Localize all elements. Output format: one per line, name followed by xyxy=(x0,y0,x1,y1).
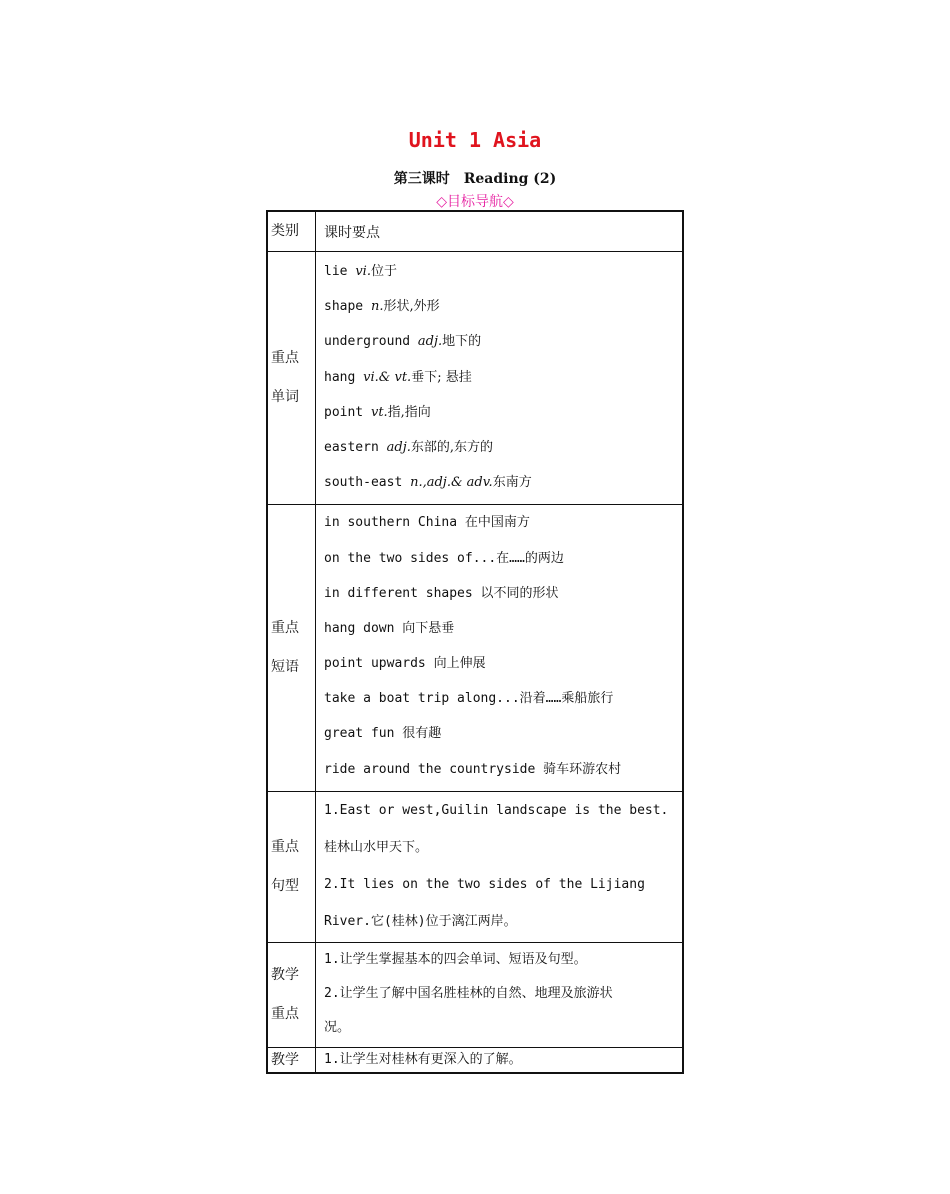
table-header-row xyxy=(267,211,683,252)
header-content-cell: 课时要点 xyxy=(316,211,684,252)
last-row xyxy=(267,1047,683,1073)
vocab-item xyxy=(324,360,678,395)
sentences-category-cell xyxy=(267,791,316,942)
vocab-part-of-speech: n.,adj.& adv. xyxy=(410,475,493,491)
focus-item: 1.让学生掌握基本的四会单词、短语及句型。 xyxy=(324,951,587,967)
vocab-list xyxy=(324,252,678,504)
vocab-meaning: 垂下; 悬挂 xyxy=(411,369,472,385)
vocab-part-of-speech: n. xyxy=(370,299,384,315)
focus-item: 2.让学生了解中国名胜桂林的自然、地理及旅游状 xyxy=(324,985,613,1001)
sentence-line: 2.It lies on the two sides of the Lijiang xyxy=(324,876,645,892)
phrase-item: take a boat trip along...沿着……乘船旅行 xyxy=(324,691,614,707)
vocab-item xyxy=(324,289,678,324)
phrases-category-line-1: 重点 xyxy=(271,620,299,637)
vocab-part-of-speech: adj. xyxy=(386,439,411,455)
sentences-category-line-1: 重点 xyxy=(271,838,299,855)
vocab-item xyxy=(324,324,678,359)
header-category-cell: 类别 xyxy=(267,211,316,252)
vocab-item xyxy=(324,395,678,430)
vocab-meaning: 东南方 xyxy=(492,475,532,491)
vocab-category-cell xyxy=(267,252,316,505)
vocab-item xyxy=(324,430,678,465)
vocab-word: south-east xyxy=(324,475,411,491)
vocab-part-of-speech: vt. xyxy=(370,404,388,420)
document-title: Unit 1 Asia xyxy=(408,128,542,152)
sentences-category-line-2: 句型 xyxy=(271,877,299,894)
phrases-category-cell xyxy=(267,505,316,792)
vocab-word: shape xyxy=(324,299,371,315)
sentences-row xyxy=(267,791,683,942)
phrases-row xyxy=(267,505,683,792)
sentences-content-cell xyxy=(316,791,684,942)
phrases-content-cell xyxy=(316,505,684,792)
vocab-word: hang xyxy=(324,369,364,385)
sentence-list xyxy=(324,792,678,942)
vocab-category-line-2: 单词 xyxy=(271,389,299,406)
focus-row xyxy=(267,942,683,1047)
last-list xyxy=(324,1048,678,1072)
lesson-topic: Reading (2) xyxy=(463,171,557,187)
objective-item: 1.让学生对桂林有更深入的了解。 xyxy=(324,1051,522,1067)
phrases-category-line-2: 短语 xyxy=(271,659,299,676)
phrase-list xyxy=(324,505,678,791)
last-content-cell xyxy=(316,1047,684,1073)
vocab-item xyxy=(324,254,678,289)
phrase-item: great fun 很有趣 xyxy=(324,726,442,742)
vocab-part-of-speech: vi. xyxy=(355,264,371,279)
vocab-meaning: 位于 xyxy=(370,264,397,279)
sentence-line: 1.East or west,Guilin landscape is the best. xyxy=(324,802,669,818)
vocab-word: eastern xyxy=(324,439,387,455)
focus-content-cell xyxy=(316,942,684,1047)
vocab-meaning: 形状,外形 xyxy=(383,299,440,315)
lesson-subtitle xyxy=(0,168,950,188)
phrase-item: in southern China 在中国南方 xyxy=(324,515,530,531)
vocab-meaning: 东部的,东方的 xyxy=(410,439,494,455)
sentence-line: 桂林山水甲天下。 xyxy=(324,839,429,855)
vocab-word: lie xyxy=(324,264,356,279)
focus-category-line-1: 教学 xyxy=(271,966,299,983)
vocab-content-cell xyxy=(316,252,684,505)
vocab-item xyxy=(324,465,678,500)
phrase-item: point upwards 向上伸展 xyxy=(324,656,486,672)
goal-navigation-label: ◇目标导航◇ xyxy=(436,194,514,210)
sentence-line: River.它(桂林)位于漓江两岸。 xyxy=(324,913,517,929)
focus-category-line-2: 重点 xyxy=(271,1005,299,1022)
vocab-word: underground xyxy=(324,334,418,350)
last-category-cell: 教学 xyxy=(267,1047,316,1073)
phrase-item: ride around the countryside 骑车环游农村 xyxy=(324,761,622,777)
focus-item: 况。 xyxy=(324,1019,351,1035)
vocab-row xyxy=(267,252,683,505)
phrase-item: on the two sides of...在……的两边 xyxy=(324,550,564,566)
vocab-part-of-speech: vi.& vt. xyxy=(363,369,412,385)
lesson-number: 第三课时 xyxy=(393,171,450,187)
phrase-item: in different shapes 以不同的形状 xyxy=(324,585,559,601)
vocab-category-line-1: 重点 xyxy=(271,350,299,367)
lesson-plan-table xyxy=(266,210,684,1074)
vocab-meaning: 地下的 xyxy=(442,334,482,350)
vocab-word: point xyxy=(324,404,371,420)
vocab-part-of-speech: adj. xyxy=(417,334,443,350)
focus-list xyxy=(324,943,678,1047)
phrase-item: hang down 向下悬垂 xyxy=(324,620,455,636)
vocab-meaning: 指,指向 xyxy=(387,404,431,420)
focus-category-cell xyxy=(267,942,316,1047)
